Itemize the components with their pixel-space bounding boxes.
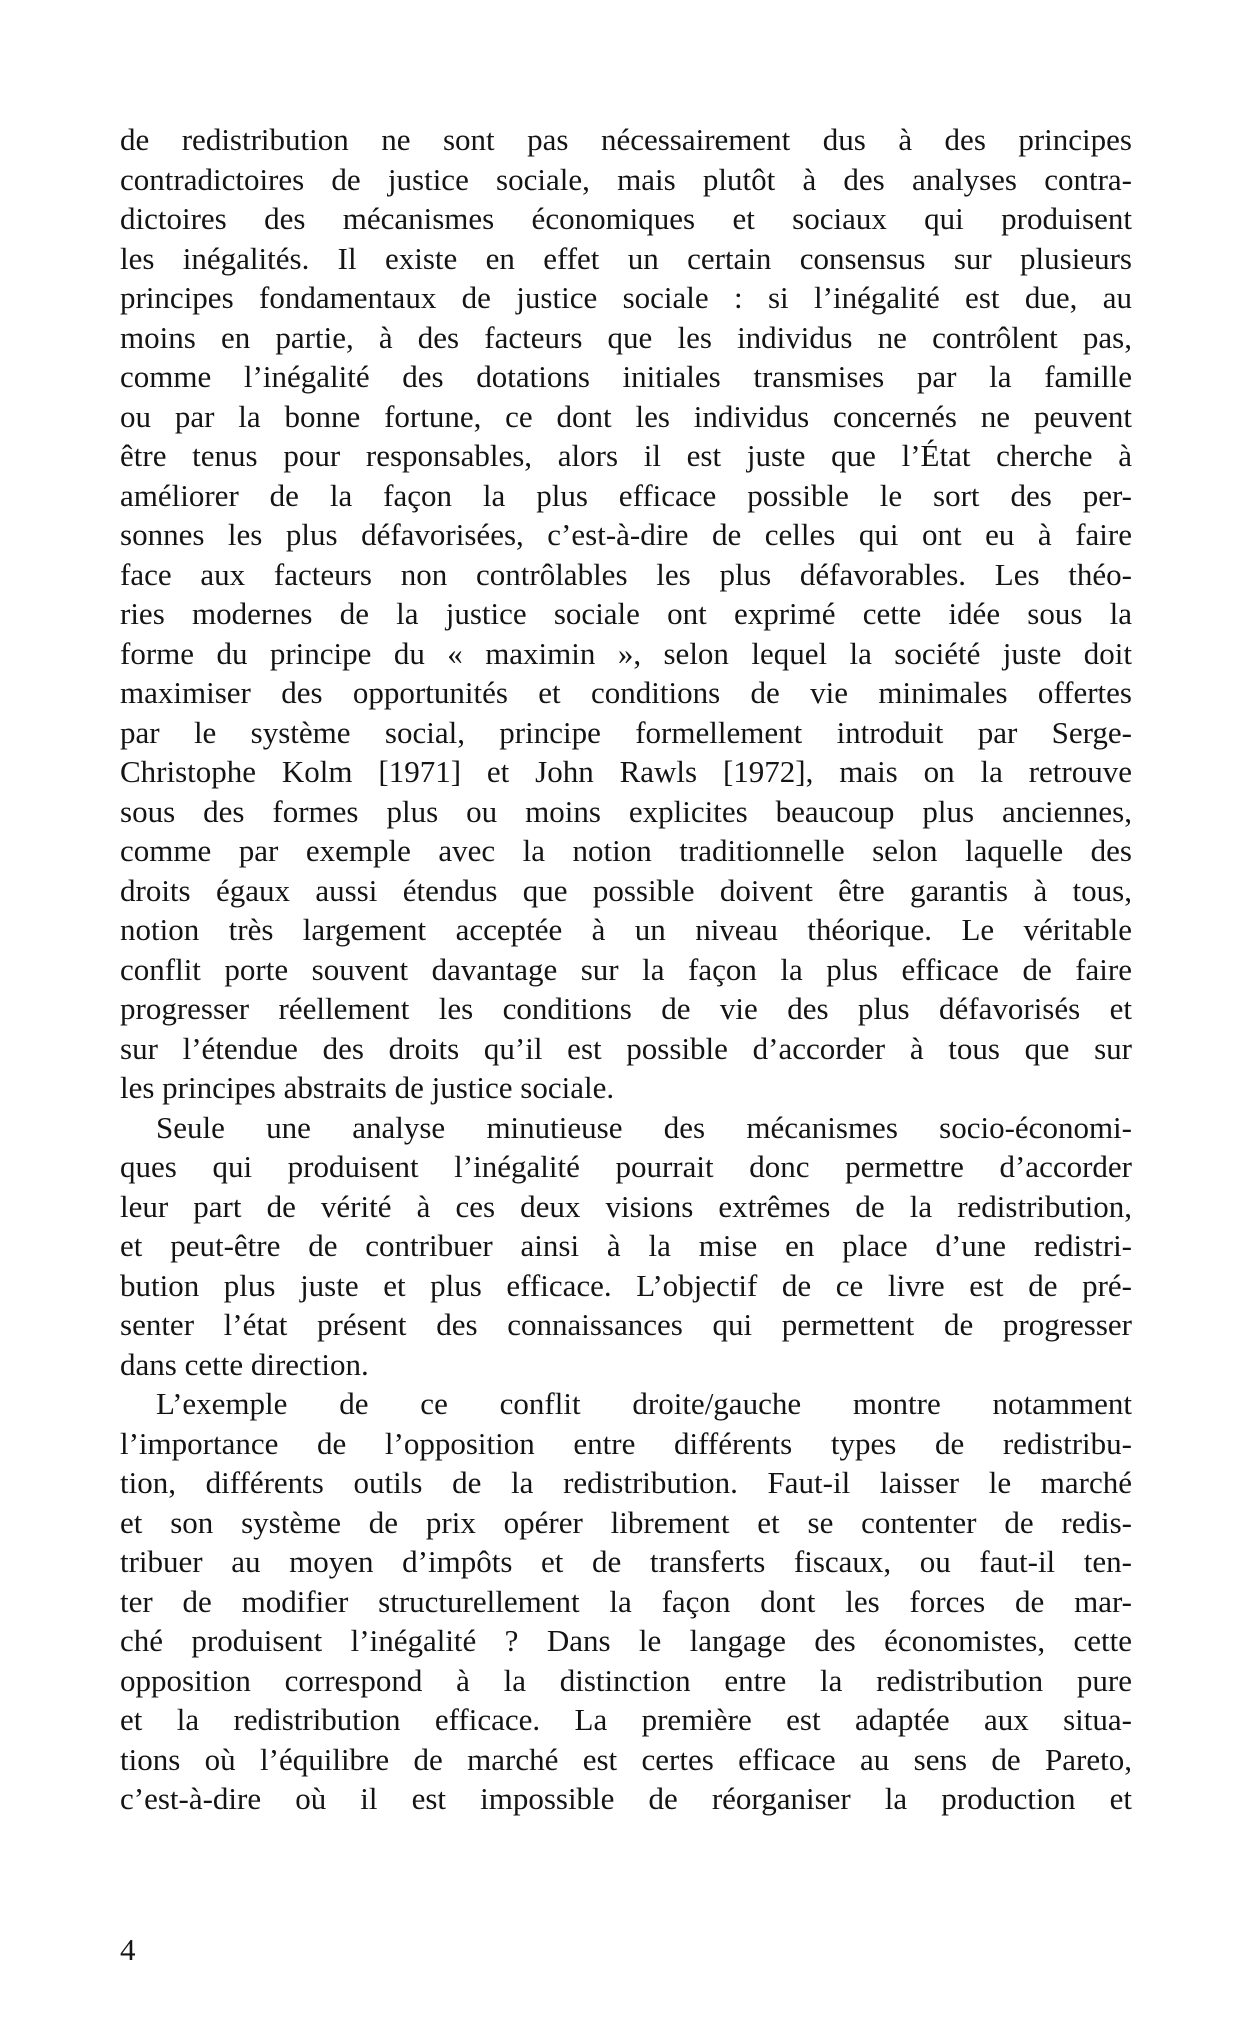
text-line: l’importance de l’opposition entre différents types de redistribu- bbox=[120, 1425, 1132, 1461]
text-line: Seule une analyse minutieuse des mécanismes socio-économi- bbox=[156, 1109, 1132, 1145]
text-line: moins en partie, à des facteurs que les individus ne contrôlent pas, bbox=[120, 319, 1132, 355]
text-line: maximiser des opportunités et conditions de vie minimales offertes bbox=[120, 675, 1132, 710]
text-block bbox=[120, 120, 1132, 1819]
text-line: sur l’étendue des droits qu’il est possible d’accorder à tous que sur bbox=[120, 1030, 1132, 1066]
text-line: sonnes les plus défavorisées, c’est-à-dire de celles qui ont eu à faire bbox=[120, 517, 1132, 552]
text-line: les principes abstraits de justice sociale. bbox=[120, 1070, 615, 1105]
text-line: et son système de prix opérer librement et se contenter de redis- bbox=[120, 1504, 1132, 1540]
text-line: ché produisent l’inégalité ? Dans le langage des économistes, cette bbox=[120, 1623, 1132, 1658]
text-line: conflit porte souvent davantage sur la façon la plus efficace de faire bbox=[120, 951, 1132, 987]
text-line: améliorer de la façon la plus efficace possible le sort des per- bbox=[120, 477, 1132, 513]
text-line: notion très largement acceptée à un niveau théorique. Le véritable bbox=[120, 912, 1132, 947]
text-line: tions où l’équilibre de marché est certes efficace au sens de Pareto, bbox=[120, 1741, 1132, 1777]
text-line: être tenus pour responsables, alors il est juste que l’État cherche à bbox=[120, 438, 1132, 473]
text-line: et peut-être de contribuer ainsi à la mise en place d’une redistri- bbox=[120, 1228, 1132, 1263]
text-line: les inégalités. Il existe en effet un certain consensus sur plusieurs bbox=[120, 240, 1132, 276]
text-line: bution plus juste et plus efficace. L’objectif de ce livre est de pré- bbox=[120, 1267, 1132, 1303]
text-line: ter de modifier structurellement la façon dont les forces de mar- bbox=[120, 1583, 1132, 1619]
text-line: c’est-à-dire où il est impossible de réorganiser la production et bbox=[120, 1781, 1132, 1816]
text-line: leur part de vérité à ces deux visions extrêmes de la redistribution, bbox=[120, 1188, 1132, 1224]
text-line: tribuer au moyen d’impôts et de transferts fiscaux, ou faut-il ten- bbox=[120, 1544, 1132, 1579]
text-line: L’exemple de ce conflit droite/gauche montre notamment bbox=[156, 1386, 1132, 1421]
text-line: progresser réellement les conditions de vie des plus défavorisés et bbox=[120, 991, 1132, 1026]
text-line: contradictoires de justice sociale, mais plutôt à des analyses contra- bbox=[120, 161, 1132, 197]
text-line: forme du principe du « maximin », selon lequel la société juste doit bbox=[120, 635, 1132, 671]
text-line: comme par exemple avec la notion traditionnelle selon laquelle des bbox=[120, 833, 1132, 868]
text-line: senter l’état présent des connaissances qui permettent de progresser bbox=[120, 1307, 1132, 1342]
text-line: sous des formes plus ou moins explicites beaucoup plus anciennes, bbox=[120, 793, 1132, 829]
text-line: de redistribution ne sont pas nécessairement dus à des principes bbox=[120, 122, 1132, 157]
page-number: 4 bbox=[120, 1932, 136, 1967]
text-line: et la redistribution efficace. La première est adaptée aux situa- bbox=[120, 1702, 1132, 1737]
paragraph-3 bbox=[120, 1384, 1132, 1819]
text-line: opposition correspond à la distinction entre la redistribution pure bbox=[120, 1662, 1132, 1698]
text-line: droits égaux aussi étendus que possible doivent être garantis à tous, bbox=[120, 872, 1132, 908]
text-line: par le système social, principe formellement introduit par Serge- bbox=[120, 714, 1132, 750]
text-line: Christophe Kolm [1971] et John Rawls [1972], mais on la retrouve bbox=[120, 754, 1132, 789]
text-line: ques qui produisent l’inégalité pourrait donc permettre d’accorder bbox=[120, 1149, 1132, 1184]
text-line: tion, différents outils de la redistribution. Faut-il laisser le marché bbox=[120, 1465, 1132, 1500]
text-line: principes fondamentaux de justice sociale : si l’inégalité est due, au bbox=[120, 280, 1132, 315]
text-line: face aux facteurs non contrôlables les plus défavorables. Les théo- bbox=[120, 556, 1132, 592]
text-line: comme l’inégalité des dotations initiales transmises par la famille bbox=[120, 359, 1132, 394]
text-line: ries modernes de la justice sociale ont exprimé cette idée sous la bbox=[120, 596, 1132, 631]
text-line: dans cette direction. bbox=[120, 1346, 369, 1382]
paragraph-2 bbox=[120, 1108, 1132, 1385]
paragraph-1 bbox=[120, 120, 1132, 1108]
text-line: ou par la bonne fortune, ce dont les individus concernés ne peuvent bbox=[120, 398, 1132, 434]
text-line: dictoires des mécanismes économiques et sociaux qui produisent bbox=[120, 201, 1132, 236]
